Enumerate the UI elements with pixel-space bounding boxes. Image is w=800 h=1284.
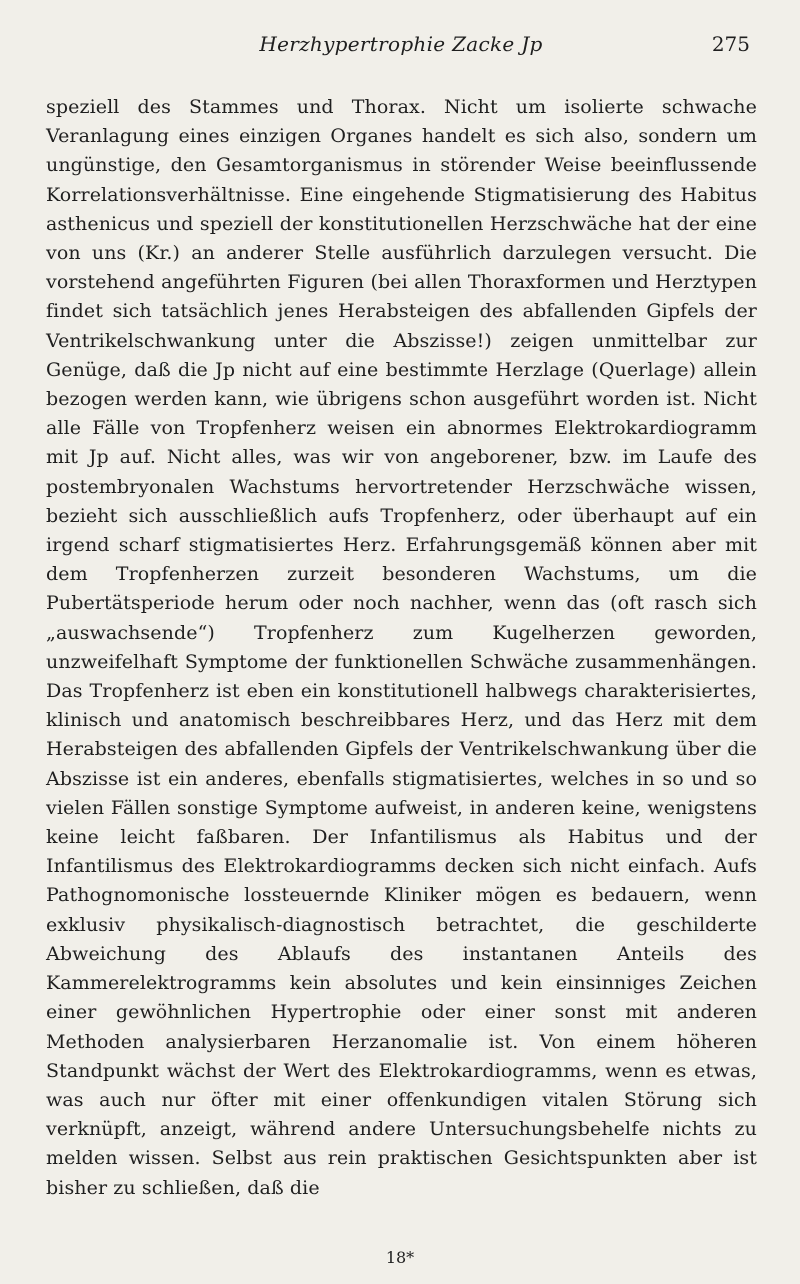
body-paragraph: speziell des Stammes und Thorax. Nicht um isolierte schwache Veranlagung eines einzigen Organes handelt es sich also, sondern um ungünstige, den Gesamtorganismus in störender Weise beeinflussende Korrelationsverhältnisse. Eine eingehende Stigmatisierung des Habitus asthenicus und speziell der konstitutionellen Herzschwäche hat der eine von uns (Kr.) an anderer Stelle ausführlich darzulegen versucht. Die vorstehend angeführten Figuren (bei allen Thoraxformen und Herztypen findet sich tatsächlich jenes Herabsteigen des abfallenden Gipfels der Ventrikelschwankung unter die Abszisse!) zeigen unmittelbar zur Genüge, daß die Jp nicht auf eine bestimmte Herzlage (Querlage) allein bezogen werden kann, wie übrigens schon ausgeführt worden ist. Nicht alle Fälle von Tropfenherz weisen ein abnormes Elektrokardiogramm mit Jp auf. Nicht alles, was wir von angeborener, bzw. im Laufe des postembryonalen Wachstums hervortretender Herzschwäche wissen, bezieht sich ausschließlich aufs Tropfenherz, oder überhaupt auf ein irgend scharf stigmatisiertes Herz. Erfahrungsgemäß können aber mit dem Tropfenherzen zurzeit besonderen Wachstums, um die Pubertätsperiode herum oder noch nachher, wenn das (oft rasch sich „auswachsende“) Tropfenherz zum Kugelherzen geworden, unzweifelhaft Symptome der funktionellen Schwäche zusammenhängen. Das Tropfenherz ist eben ein konstitutionell halbwegs charakterisiertes, klinisch und anatomisch beschreibbares Herz, und das Herz mit dem Herabsteigen des abfallenden Gipfels der Ventrikelschwankung über die Abszisse ist ein anderes, ebenfalls stigmatisiertes, welches in so und so vielen Fällen sonstige Symptome aufweist, in anderen keine, wenigstens keine leicht faßbaren. Der Infantilismus als Habitus und der Infantilismus des Elektrokardiogramms decken sich nicht einfach. Aufs Pathognomonische lossteuernde Kliniker mögen es bedauern, wenn exklusiv physikalisch-diagnostisch betrachtet, die geschilderte Abweichung des Ablaufs des instantanen Anteils des Kammerelektrogramms kein absolutes und kein einsinniges Zeichen einer gewöhnlichen Hypertrophie oder einer sonst mit anderen Methoden analysierbaren Herzanomalie ist. Von einem höheren Standpunkt wächst der Wert des Elektrokardiogramms, wenn es etwas, was auch nur öfter mit einer offenkundigen vitalen Störung sich verknüpft, anzeigt, während andere Untersuchungsbehelfe nichts zu melden wissen. Selbst aus rein praktischen Gesichtspunkten aber ist bisher zu schließen, daß die xyxy=(46,96,757,1199)
signature-mark: 18* xyxy=(385,1248,415,1267)
body-text xyxy=(46,93,757,1203)
page-header xyxy=(42,30,760,58)
page-number: 275 xyxy=(711,32,750,56)
running-title: Herzhypertrophie Zacke Jp xyxy=(259,32,543,56)
